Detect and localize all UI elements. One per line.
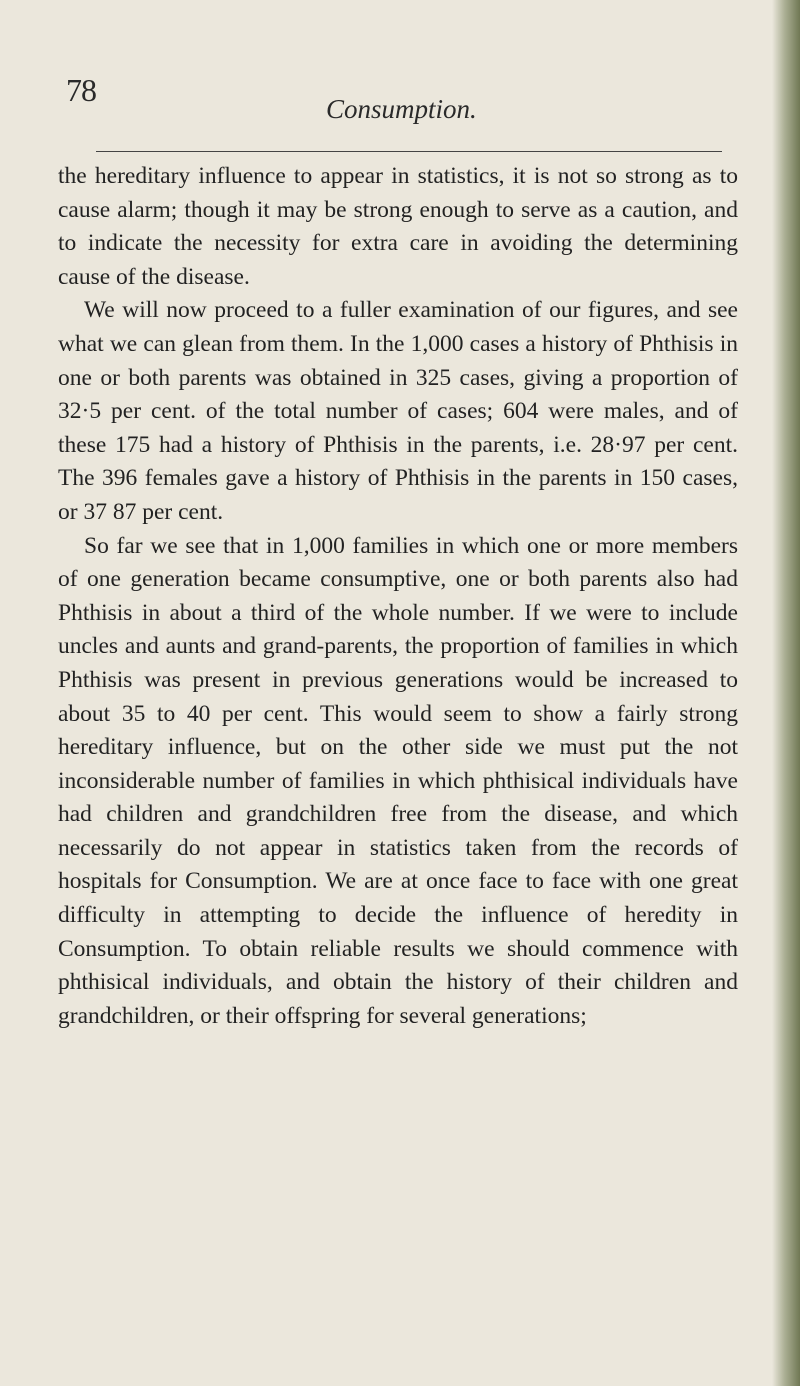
paragraph-2: We will now proceed to a fuller examination of our figures, and see what we can glean from them. In the 1,000 cases a history of Phthisis in one or both parents was obtained in 325 cases, giving a proportion of 32·5 per cent. of the total number of cases; 604 were males, and of these 175 had a history of Phthisis in the parents, i.e. 28·97 per cent. The 396 females gave a history of Phthisis in the parents in 150 cases, or 37 87 per cent.: [58, 297, 738, 525]
page-edge-shadow: [772, 0, 800, 1386]
paragraph-3: So far we see that in 1,000 families in which one or more members of one generation became consumptive, one or both parents also had Phthisis in about a third of the whole number. If we were to include uncles and aunts and grand-parents, the proportion of families in which Phthisis was present in previous generations would be increased to about 35 to 40 per cent. This would seem to show a fairly strong hereditary influence, but on the other side we must put the not inconsiderable number of families in which phthisical individuals have had children and grandchildren free from the disease, and which necessarily do not appear in statistics taken from the records of hospitals for Consumption. We are at once face to face with one great difficulty in attempting to decide the influence of heredity in Consumption. To obtain reliable results we should commence with phthisical individuals, and obtain the history of their children and grandchildren, or their offspring for several generations;: [58, 532, 738, 1029]
paragraph-1: the hereditary influence to appear in statistics, it is not so strong as to cause alarm; though it may be strong enough to serve as a caution, and to indicate the necessity for extra care in avoiding the determining cause of the disease.: [58, 163, 738, 290]
header-rule: [96, 151, 722, 152]
page-number: 78: [66, 72, 96, 108]
running-head: Consumption.: [326, 94, 477, 124]
body-text: [58, 160, 738, 1033]
